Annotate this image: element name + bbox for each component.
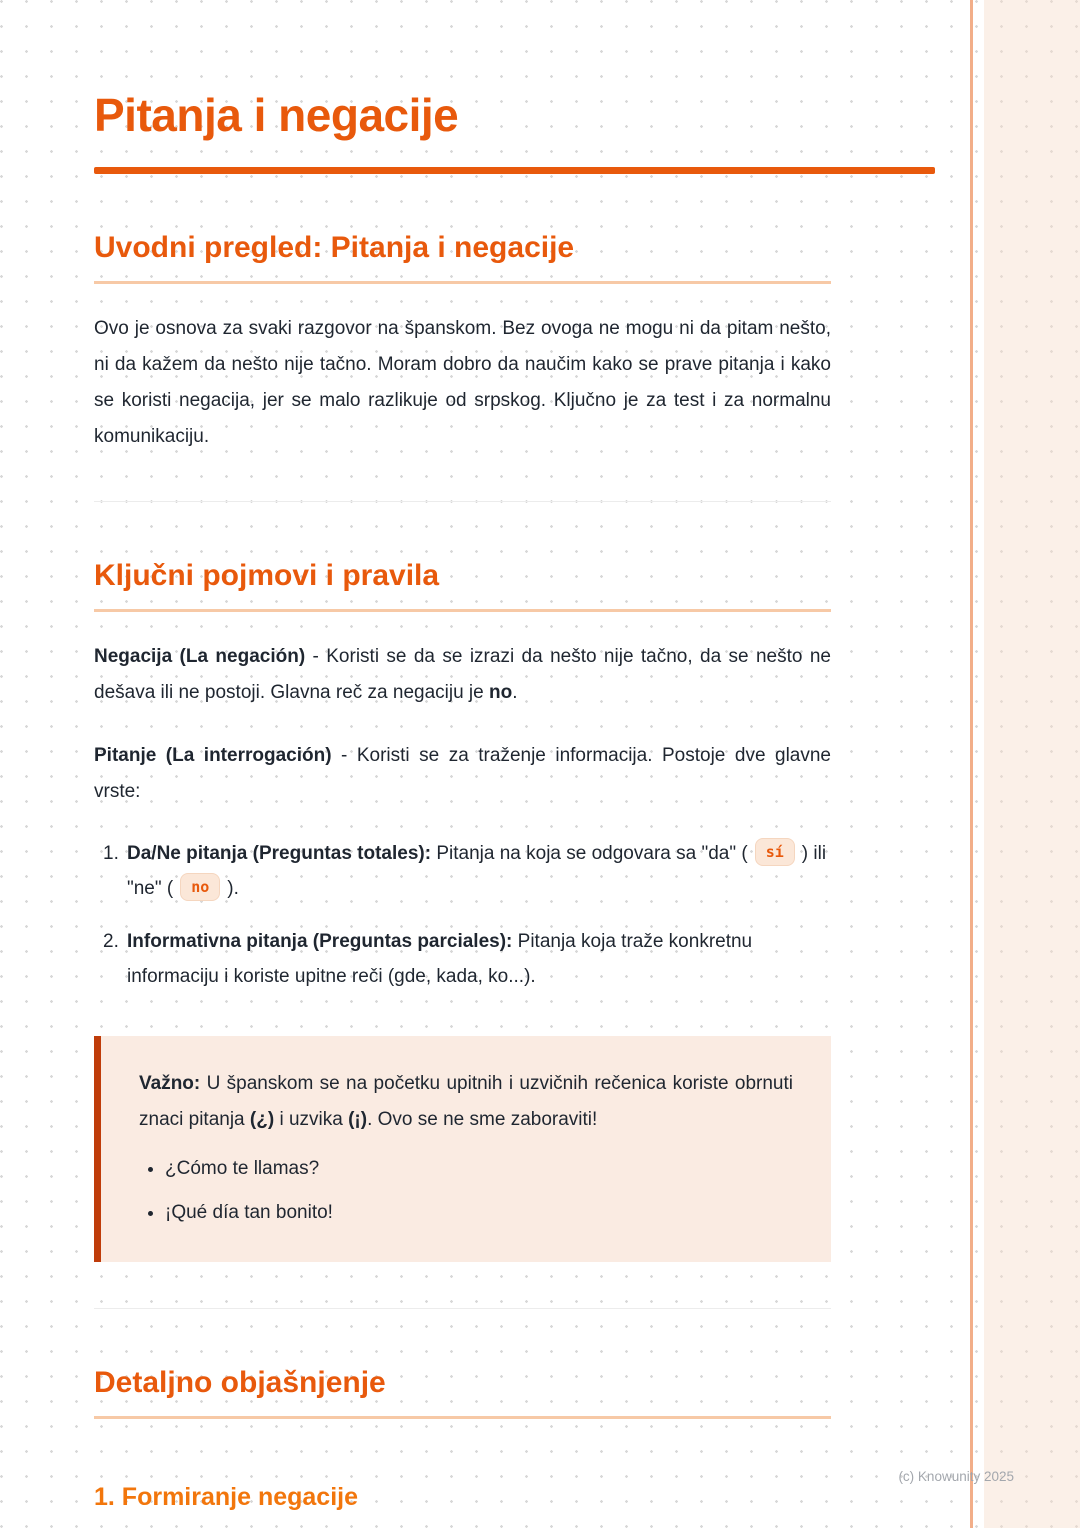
list-item-number: 1.	[103, 842, 119, 864]
callout-example: • ¿Cómo te llamas?	[165, 1154, 793, 1184]
inline-code-si: sí	[755, 838, 795, 866]
list-item-term: Informativna pitanja (Preguntas parciales):	[127, 930, 513, 952]
page-edge-line	[970, 0, 973, 1528]
list-item-text: Pitanja na koja se odgovara sa "da" (	[431, 842, 748, 864]
intro-paragraph: Ovo je osnova za svaki razgovor na španskom. Bez ovoga ne mogu ni da pitam nešto, ni da kažem da nešto nije tačno. Moram dobro da naučim kako se prave pitanja i kako se koristi negacija, jer se malo razlikuje od srpskog. Ključno je za test i za normalnu komunikaciju.	[94, 317, 831, 447]
list-item-body	[127, 924, 831, 994]
list-item-body	[127, 836, 831, 906]
question-text: - Koristi se za traženje informacija. Postoje dve glavne vrste:	[94, 744, 831, 802]
content-column	[94, 0, 831, 1512]
details-heading: Detaljno objašnjenje	[94, 1365, 831, 1419]
question-paragraph	[94, 738, 831, 810]
negation-tail: .	[512, 681, 518, 703]
callout-text: U španskom se na početku upitnih i uzvičnih rečenica koriste obrnuti znaci pitanja	[139, 1072, 793, 1130]
page-edge-tint	[984, 0, 1080, 1528]
question-types-list	[94, 836, 831, 994]
intro-heading: Uvodni pregled: Pitanja i negacije	[94, 230, 831, 284]
callout-label: Važno:	[139, 1072, 201, 1094]
section-intro	[94, 230, 831, 455]
callout-paragraph	[139, 1066, 793, 1138]
page-title: Pitanja i negacije	[94, 89, 459, 141]
negation-text: - Koristi se da se izrazi da nešto nije tačno, da se nešto ne dešava ili ne postoji. Glavna reč za negaciju je	[94, 645, 831, 703]
details-subheading: 1. Formiranje negacije	[94, 1482, 358, 1511]
callout-text: i uzvika	[274, 1108, 349, 1130]
list-item-term: Da/Ne pitanja (Preguntas totales):	[127, 842, 432, 864]
section-details	[94, 1365, 831, 1512]
list-item-text: Pitanja koja traže konkretnu informaciju i koriste upitne reči (gde, kada, ko...).	[127, 930, 753, 987]
question-term: Pitanje (La interrogación)	[94, 744, 332, 766]
inline-code-no: no	[180, 873, 220, 901]
callout-example-list	[139, 1154, 793, 1228]
important-callout	[94, 1036, 831, 1262]
negation-term: Negacija (La negación)	[94, 645, 306, 667]
list-item	[94, 836, 831, 906]
callout-example: • ¡Qué día tan bonito!	[165, 1198, 793, 1228]
concepts-heading: Ključni pojmovi i pravila	[94, 558, 831, 612]
callout-question-mark: (¿)	[249, 1108, 275, 1130]
callout-text: . Ovo se ne sme zaboraviti!	[367, 1108, 598, 1130]
list-item-text: ) ili "ne" (	[127, 842, 827, 899]
title-divider	[94, 167, 935, 174]
section-concepts	[94, 558, 831, 1262]
callout-exclamation-mark: (¡)	[348, 1108, 368, 1130]
copyright-note: (c) Knowunity 2025	[898, 1469, 1014, 1484]
negation-keyword: no	[489, 681, 513, 703]
negation-paragraph	[94, 639, 831, 711]
section-divider	[94, 1308, 831, 1309]
list-item-text: ).	[227, 877, 239, 899]
list-item	[94, 924, 831, 994]
list-item-number: 2.	[103, 930, 119, 952]
section-divider	[94, 501, 831, 502]
